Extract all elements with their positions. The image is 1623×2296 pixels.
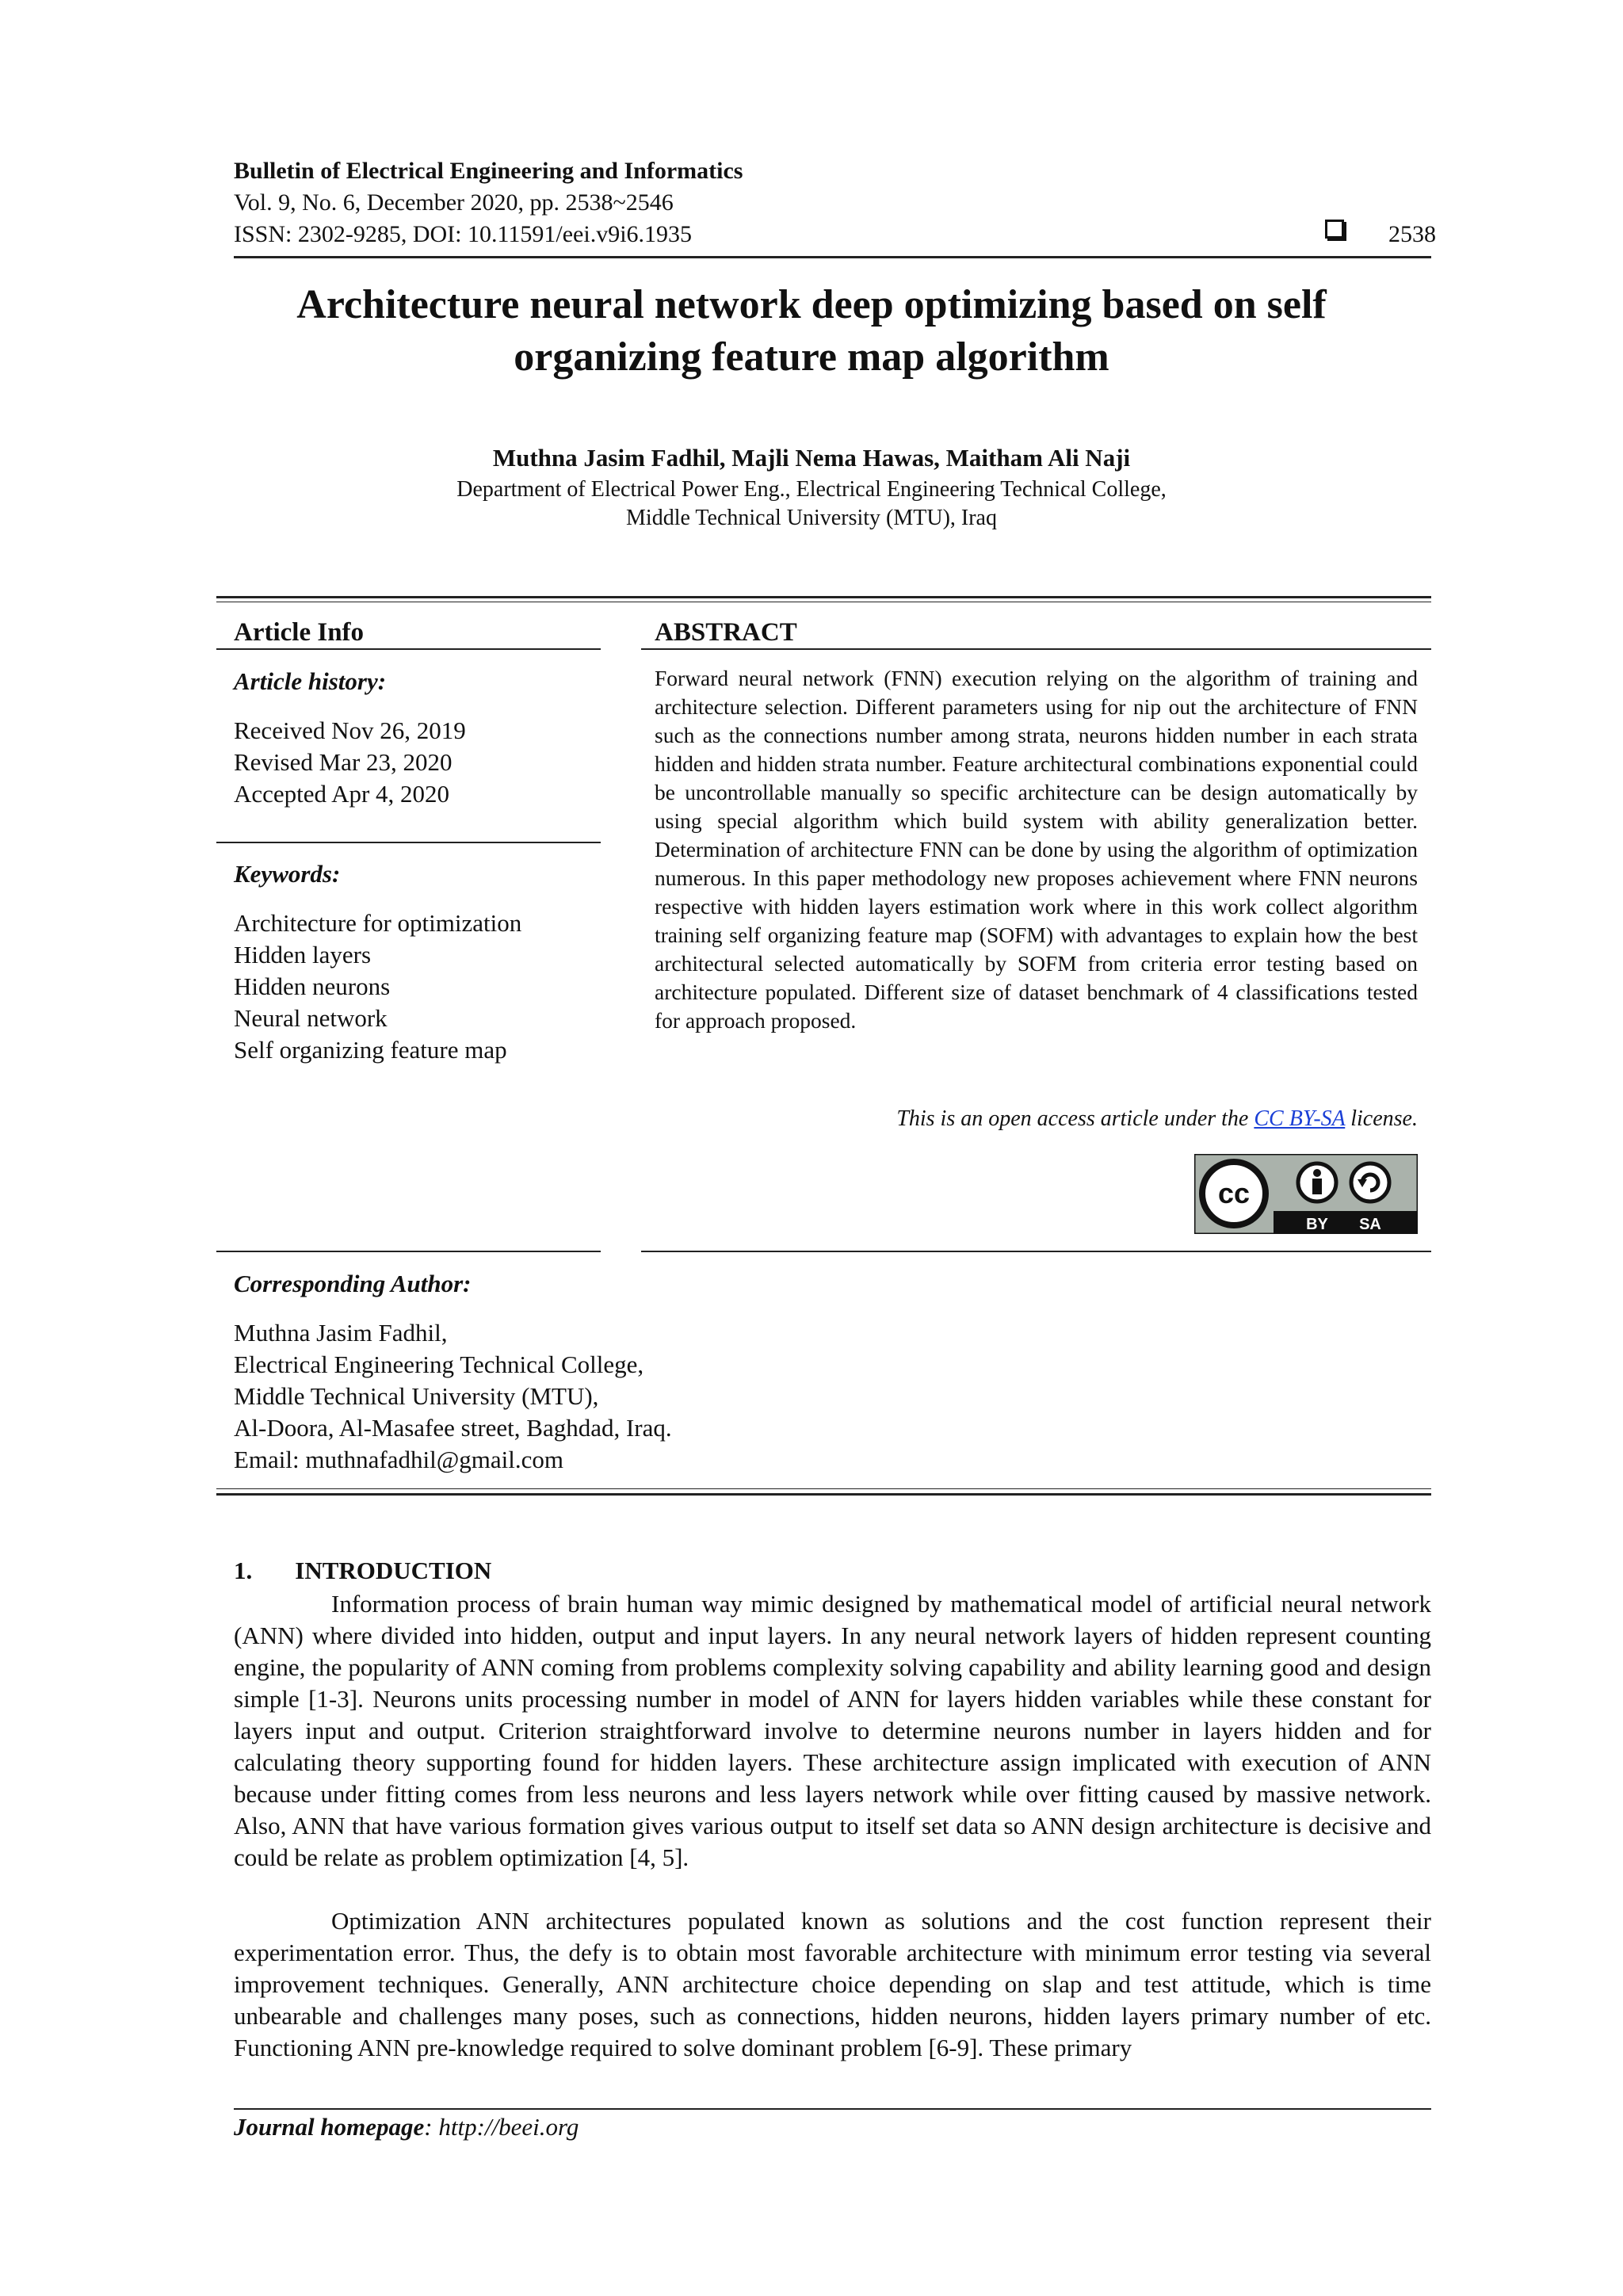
cc-sa-text: SA bbox=[1359, 1216, 1381, 1233]
keyword-item: Neural network bbox=[234, 1004, 388, 1032]
infobox-bottom-rule bbox=[216, 1493, 1431, 1496]
corresponding-email: Email: muthnafadhil@gmail.com bbox=[234, 1446, 563, 1473]
journal-volume: Vol. 9, No. 6, December 2020, pp. 2538~2546 bbox=[234, 189, 674, 216]
keywords-list bbox=[234, 907, 521, 1066]
keyword-item: Hidden layers bbox=[234, 941, 372, 968]
corresponding-line: Al-Doora, Al-Masafee street, Baghdad, Iraq. bbox=[234, 1414, 672, 1442]
checkbox-square-icon bbox=[1325, 220, 1344, 239]
corresponding-line: Electrical Engineering Technical College, bbox=[234, 1350, 644, 1378]
abstract-heading: ABSTRACT bbox=[655, 618, 797, 647]
history-heading: Article history: bbox=[234, 667, 387, 695]
homepage-label: Journal homepage bbox=[234, 2113, 425, 2141]
infobox-top-rule bbox=[216, 596, 1431, 598]
affiliation-line-1: Department of Electrical Power Eng., Electrical Engineering Technical College, bbox=[456, 477, 1167, 502]
license-prefix: This is an open access article under the bbox=[896, 1106, 1254, 1131]
keywords-rule bbox=[216, 842, 601, 843]
infobox-bottom-rule-thin bbox=[216, 1488, 1431, 1489]
journal-name: Bulletin of Electrical Engineering and Informatics bbox=[234, 158, 743, 184]
history-received: Received Nov 26, 2019 bbox=[234, 716, 466, 744]
corresponding-line: Muthna Jasim Fadhil, bbox=[234, 1319, 448, 1347]
affiliation-line-2: Middle Technical University (MTU), Iraq bbox=[626, 506, 997, 530]
footer-rule bbox=[234, 2108, 1431, 2110]
intro-paragraph-2: Optimization ANN architectures populated known as solutions and the cost function represent their experimentation error. Thus, the defy is to obtain most favorable architecture with minimum error testing via several improvement techniques. Generally, ANN architecture choice depending on slap and test attitude, which is time unbearable and challenges many poses, such as connections, hidden neurons, hidden layers primary number of etc. Functioning ANN pre-knowledge required to solve dominant problem [6-9]. These primary bbox=[234, 1907, 1431, 2061]
page-number: 2538 bbox=[1388, 221, 1436, 247]
header-rule bbox=[234, 256, 1431, 258]
homepage-url[interactable]: : http://beei.org bbox=[424, 2113, 579, 2141]
authors: Muthna Jasim Fadhil, Majli Nema Hawas, Maitham Ali Naji bbox=[492, 444, 1131, 472]
article-info-heading: Article Info bbox=[234, 618, 365, 647]
intro-title: INTRODUCTION bbox=[295, 1557, 492, 1584]
history-accepted: Accepted Apr 4, 2020 bbox=[234, 780, 450, 808]
intro-number: 1. bbox=[234, 1557, 253, 1584]
abstract-rule bbox=[641, 648, 1431, 650]
license-note bbox=[896, 1106, 1418, 1132]
abstract-bottom-rule bbox=[641, 1251, 1431, 1252]
keywords-heading: Keywords: bbox=[234, 860, 341, 888]
cc-logo-text: cc bbox=[1217, 1177, 1251, 1209]
license-link[interactable]: CC BY-SA bbox=[1254, 1106, 1346, 1131]
intro-paragraph-1: Information process of brain human way mimic designed by mathematical model of artificial neural network (ANN) where divided into hidden, output and input layers. In any neural network layers of hidden represent counting engine, the popularity of ANN coming from problems complexity solving capability and ability learning good and design simple [1-3]. Neurons units processing number in model of ANN for layers hidden variables while these constant for layers input and output. Criterion straightforward involve to determine neurons number in layers hidden and for calculating theory supporting found for hidden layers. These architecture assign implicated with execution of ANN because under fitting comes from less neurons and less layers network while over fitting caused by massive network. Also, ANN that have various formation gives various output to itself set data so ANN design architecture is decisive and could be relate as problem optimization [4, 5]. bbox=[234, 1590, 1431, 1871]
keyword-item: Self organizing feature map bbox=[234, 1036, 507, 1064]
corresponding-heading: Corresponding Author: bbox=[234, 1270, 472, 1297]
cc-by-text: BY bbox=[1306, 1216, 1328, 1233]
journal-issn: ISSN: 2302-9285, DOI: 10.11591/eei.v9i6.1935 bbox=[234, 221, 693, 247]
history-revised: Revised Mar 23, 2020 bbox=[234, 748, 453, 776]
paper-title bbox=[158, 279, 1465, 384]
article-info-rule bbox=[216, 648, 601, 650]
intro-heading bbox=[234, 1557, 491, 1585]
corresponding-block bbox=[234, 1317, 672, 1476]
history-list bbox=[234, 715, 466, 810]
license-suffix: license. bbox=[1345, 1106, 1418, 1131]
title-line-2: organizing feature map algorithm bbox=[514, 334, 1109, 380]
keyword-item: Architecture for optimization bbox=[234, 909, 522, 937]
cc-by-sa-badge[interactable] bbox=[1194, 1154, 1418, 1234]
article-info-bottom-rule bbox=[216, 1251, 601, 1252]
corresponding-line: Middle Technical University (MTU), bbox=[234, 1382, 599, 1410]
abstract-text: Forward neural network (FNN) execution relying on the algorithm of training and architecture selection. Different parameters using for nip out the architecture of FNN such as the connections number among strata, neurons hidden number in each strata hidden and hidden strata number. Feature architectural combinations exponential could be uncontrollable manually so specific architecture can be design automatically by using special algorithm which build system with ability generalization better. Determination of architecture FNN can be done by using the algorithm of optimization numerous. In this paper methodology new proposes achievement where FNN neurons respective with hidden layers estimation work where in this work collect algorithm training self organizing feature map (SOFM) with advantages to explain how the best architectural selected automatically by SOFM from criteria error testing based on architecture populated. Different size of dataset benchmark of 4 classifications tested for approach proposed. bbox=[655, 666, 1418, 1033]
title-line-1: Architecture neural network deep optimizing based on self bbox=[296, 282, 1327, 327]
keyword-item: Hidden neurons bbox=[234, 972, 391, 1000]
journal-homepage bbox=[234, 2113, 579, 2141]
